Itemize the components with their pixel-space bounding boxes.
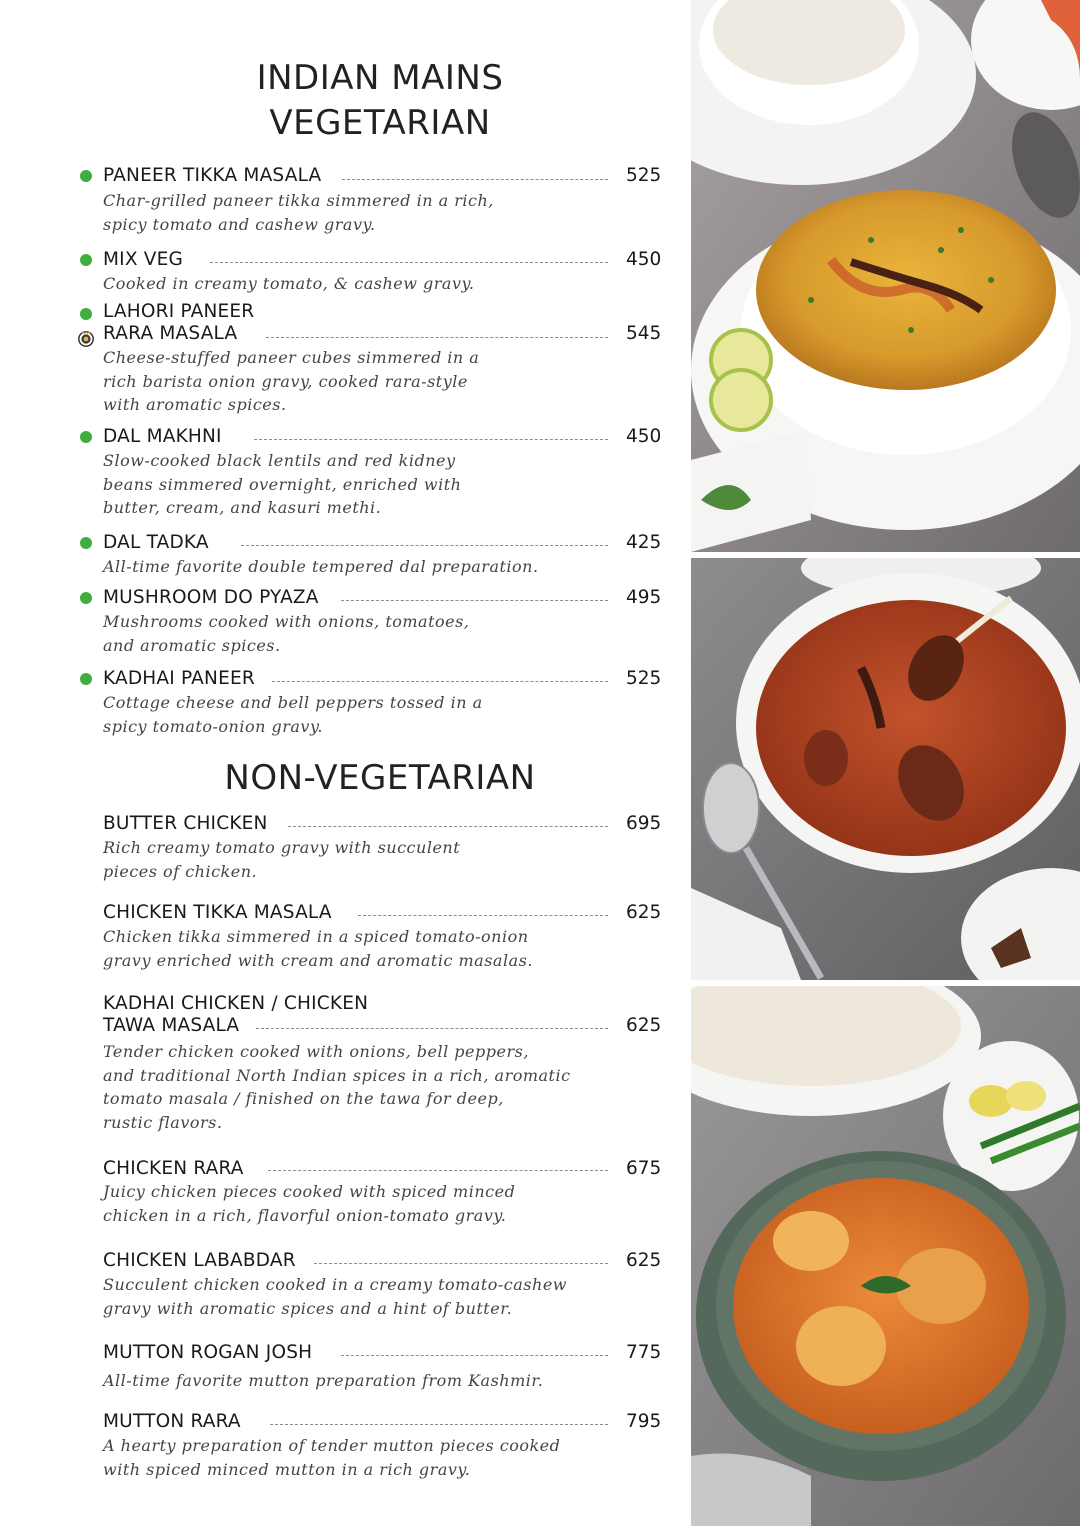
item-name: DAL TADKA xyxy=(103,532,209,553)
dotted-leader xyxy=(256,1028,608,1029)
description-line: All-time favorite mutton preparation from Kashmir. xyxy=(103,1371,544,1390)
item-price: 450 xyxy=(626,249,662,270)
item-description xyxy=(103,925,573,972)
item-price: 545 xyxy=(626,323,662,344)
description-line: rich barista onion gravy, cooked rara-style xyxy=(103,371,468,391)
dotted-leader xyxy=(341,1355,608,1356)
item-description xyxy=(103,836,573,883)
section-heading-line1: INDIAN MAINS xyxy=(256,58,504,98)
dotted-leader xyxy=(341,600,608,601)
item-description xyxy=(103,555,623,579)
dotted-leader xyxy=(358,915,608,916)
veg-dot-icon xyxy=(80,431,92,443)
item-description xyxy=(103,346,573,417)
item-price: 625 xyxy=(626,1250,662,1271)
description-line: Char-grilled paneer tikka simmered in a rich, xyxy=(103,191,494,210)
veg-dot-icon xyxy=(80,592,92,604)
item-name: BUTTER CHICKEN xyxy=(103,813,268,834)
item-description xyxy=(103,449,573,520)
food-photo-strip xyxy=(691,0,1080,1526)
item-price: 695 xyxy=(626,813,662,834)
dotted-leader xyxy=(270,1424,608,1425)
description-line: gravy enriched with cream and aromatic masalas. xyxy=(103,950,533,970)
item-description xyxy=(103,1369,623,1393)
dotted-leader xyxy=(266,337,608,338)
item-price: 450 xyxy=(626,426,662,447)
description-line: Succulent chicken cooked in a creamy tomato-cashew xyxy=(103,1275,567,1294)
dotted-leader xyxy=(288,826,608,827)
item-name-line: KADHAI CHICKEN / CHICKEN xyxy=(103,993,369,1014)
kadhai-chicken-photo xyxy=(691,986,1080,1526)
item-price: 625 xyxy=(626,902,662,923)
description-line: Chicken tikka simmered in a spiced tomato-onion xyxy=(103,927,529,946)
item-name: KADHAI PANEER xyxy=(103,668,255,689)
veg-dot-icon xyxy=(80,170,92,182)
section-heading-vegetarian: VEGETARIAN xyxy=(269,103,491,143)
item-name: MIX VEG xyxy=(103,249,184,270)
item-price: 525 xyxy=(626,668,662,689)
description-line: chicken in a rich, flavorful onion-tomato gravy. xyxy=(103,1205,507,1225)
dal-bowl-photo xyxy=(691,0,1080,552)
item-price: 775 xyxy=(626,1342,662,1363)
veg-dot-icon xyxy=(80,673,92,685)
item-description xyxy=(103,610,573,657)
dotted-leader xyxy=(210,262,608,263)
veg-dot-icon xyxy=(80,308,92,320)
item-price: 625 xyxy=(626,1015,662,1036)
item-description xyxy=(103,1180,573,1227)
description-line: Rich creamy tomato gravy with succulent xyxy=(103,838,461,857)
item-description xyxy=(103,1040,623,1134)
item-price: 425 xyxy=(626,532,662,553)
item-name-line: LAHORI PANEER xyxy=(103,301,255,322)
description-line: A hearty preparation of tender mutton pieces cooked xyxy=(103,1436,561,1455)
description-line: All-time favorite double tempered dal preparation. xyxy=(103,557,539,576)
item-name: CHICKEN TIKKA MASALA xyxy=(103,902,332,923)
description-line: Slow-cooked black lentils and red kidney xyxy=(103,451,456,470)
item-name: CHICKEN LABABDAR xyxy=(103,1250,296,1271)
item-price: 795 xyxy=(626,1411,662,1432)
item-price: 525 xyxy=(626,165,662,186)
item-description xyxy=(103,691,573,738)
item-name: PANEER TIKKA MASALA xyxy=(103,165,322,186)
dotted-leader xyxy=(254,439,608,440)
description-line: Mushrooms cooked with onions, tomatoes, xyxy=(103,612,470,631)
item-name: CHICKEN RARA xyxy=(103,1158,244,1179)
description-line: tomato masala / finished on the tawa for deep, xyxy=(103,1089,504,1108)
item-name: DAL MAKHNI xyxy=(103,426,222,447)
dotted-leader xyxy=(241,545,608,546)
description-line: and aromatic spices. xyxy=(103,635,281,655)
description-line: beans simmered overnight, enriched with xyxy=(103,474,462,494)
description-line: rustic flavors. xyxy=(103,1112,223,1132)
item-price: 675 xyxy=(626,1158,662,1179)
description-line: gravy with aromatic spices and a hint of butter. xyxy=(103,1298,513,1318)
veg-dot-icon xyxy=(80,254,92,266)
dotted-leader xyxy=(342,179,608,180)
description-line: and traditional North Indian spices in a rich, aromatic xyxy=(103,1065,571,1085)
description-line: Tender chicken cooked with onions, bell peppers, xyxy=(103,1042,529,1061)
description-line: Cheese-stuffed paneer cubes simmered in a xyxy=(103,348,480,367)
chef-special-badge-icon xyxy=(78,331,94,347)
description-line: with spiced minced mutton in a rich gravy. xyxy=(103,1459,471,1479)
item-name-line: TAWA MASALA xyxy=(103,1015,240,1036)
dotted-leader xyxy=(268,1170,608,1171)
description-line: Juicy chicken pieces cooked with spiced minced xyxy=(103,1182,516,1201)
item-name: MUSHROOM DO PYAZA xyxy=(103,587,319,608)
dotted-leader xyxy=(272,681,608,682)
item-description xyxy=(103,272,573,296)
description-line: Cooked in creamy tomato, & cashew gravy. xyxy=(103,274,475,293)
item-description xyxy=(103,1434,623,1481)
description-line: with aromatic spices. xyxy=(103,395,287,414)
description-line: spicy tomato-onion gravy. xyxy=(103,716,323,736)
item-name-line: RARA MASALA xyxy=(103,323,238,344)
item-price: 495 xyxy=(626,587,662,608)
curry-bowl-photo xyxy=(691,558,1080,980)
description-line: Cottage cheese and bell peppers tossed in a xyxy=(103,693,483,712)
description-line: butter, cream, and kasuri methi. xyxy=(103,498,382,517)
description-line: pieces of chicken. xyxy=(103,861,258,881)
item-description xyxy=(103,1273,623,1320)
item-description xyxy=(103,189,573,236)
dotted-leader xyxy=(314,1263,608,1264)
description-line: spicy tomato and cashew gravy. xyxy=(103,214,376,234)
item-name: MUTTON ROGAN JOSH xyxy=(103,1342,313,1363)
item-name: MUTTON RARA xyxy=(103,1411,241,1432)
section-heading-non-vegetarian: NON-VEGETARIAN xyxy=(224,758,536,798)
veg-dot-icon xyxy=(80,537,92,549)
